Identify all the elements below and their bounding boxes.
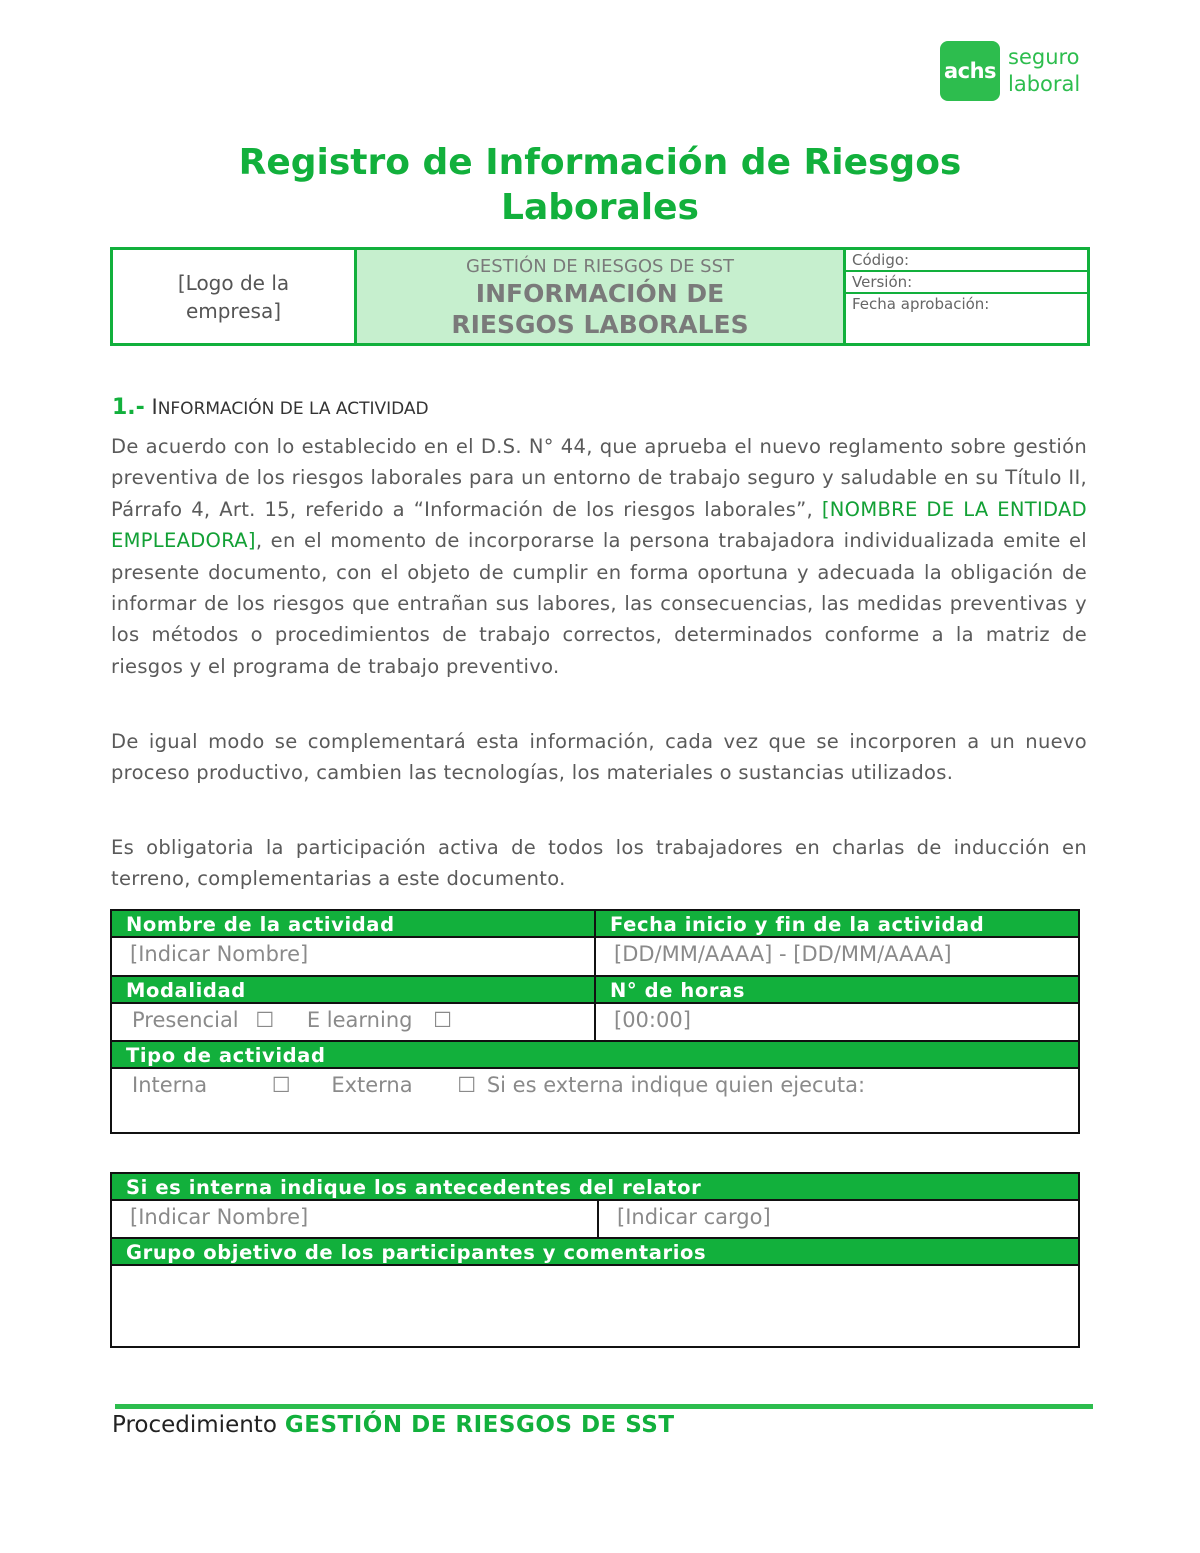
activity-table: [110, 909, 1080, 1134]
interna-checkbox[interactable]: ☐: [271, 1073, 291, 1097]
externa-checkbox[interactable]: ☐: [457, 1073, 477, 1097]
header-subtitle: GESTIÓN DE RIESGOS DE SST: [465, 256, 735, 277]
header-nombre-actividad: Nombre de la actividad: [112, 911, 596, 938]
option-externa: Externa: [331, 1073, 413, 1097]
elearning-checkbox[interactable]: ☐: [433, 1008, 452, 1032]
header-modalidad: Modalidad: [112, 977, 596, 1004]
header-meta-cell: [846, 250, 1087, 343]
tipo-actividad-options: [112, 1069, 1078, 1132]
footer: [112, 1409, 675, 1441]
header-tipo-actividad: Tipo de actividad: [112, 1042, 1078, 1069]
modalidad-options: [112, 1004, 596, 1040]
document-title: Registro de Información de Riesgos Laborales: [238, 142, 962, 228]
option-presencial: Presencial: [132, 1008, 239, 1032]
fecha-aprobacion-field: Fecha aprobación:: [852, 295, 990, 313]
horas-field[interactable]: [00:00]: [614, 1008, 691, 1032]
option-interna: Interna: [132, 1073, 208, 1097]
section-heading: 1.- INFORMACIÓN DE LA ACTIVIDAD: [112, 395, 429, 420]
header-title-cell: [357, 250, 846, 343]
header-fecha-actividad: Fecha inicio y fin de la actividad: [596, 911, 1078, 938]
header-grupo-objetivo: Grupo objetivo de los participantes y comentarios: [112, 1239, 1078, 1266]
version-field: Versión:: [846, 272, 1087, 294]
relator-nombre-field[interactable]: [Indicar Nombre]: [112, 1201, 599, 1237]
company-logo-placeholder: [Logo de la empresa]: [113, 250, 357, 343]
footer-label: Procedimiento: [112, 1412, 277, 1438]
relator-cargo-field[interactable]: [Indicar cargo]: [617, 1205, 771, 1229]
entity-placeholder: [NOMBRE DE LA ENTIDAD EMPLEADORA]: [111, 497, 1087, 553]
option-elearning: E learning: [306, 1008, 413, 1032]
logo-wordmark: seguro laboral: [1008, 45, 1081, 96]
header-main-line1: INFORMACIÓN DE: [475, 279, 725, 308]
presencial-checkbox[interactable]: ☐: [255, 1008, 275, 1032]
grupo-objetivo-field[interactable]: [112, 1266, 1078, 1346]
header-relator: Si es interna indique los antecedentes del relator: [112, 1174, 1078, 1201]
relator-table: [110, 1172, 1080, 1348]
codigo-field: Código:: [846, 250, 1087, 272]
logo-mark: achs: [940, 41, 1000, 101]
achs-logo: [940, 41, 1080, 101]
paragraph-3: Es obligatoria la participación activa de todos los trabajadores en charlas de inducción en terreno, complementarias a este documento.: [111, 836, 1087, 891]
externa-note: Si es externa indique quien ejecuta:: [486, 1073, 866, 1097]
header-horas: N° de horas: [596, 977, 1078, 1004]
paragraph-2: De igual modo se complementará esta información, cada vez que se incorporen a un nuevo proceso productivo, cambien las tecnologías, los materiales o sustancias utilizados.: [111, 730, 1087, 785]
document-header-table: [110, 247, 1090, 346]
paragraph-1: De acuerdo con lo establecido en el D.S. N° 44, que aprueba el nuevo reglamento sobre gestión preventiva de los riesgos laborales para un entorno de trabajo seguro y saludable en su Título II, Párrafo 4, Art. 15, referido a “Información de los riesgos laborales”, [NOMBRE DE LA ENTIDAD EMPLEADORA], en el momento de incorporarse la persona trabajadora individualizada emite el presente documento, con el objeto de cumplir en forma oportuna y adecuada la obligación de informar de los riesgos que entrañan sus labores, las consecuencias, las medidas preventivas y los métodos o procedimientos de trabajo correctos, determinados conforme a la matriz de riesgos y el programa de trabajo preventivo.: [111, 435, 1087, 678]
fecha-actividad-field[interactable]: [DD/MM/AAAA] - [DD/MM/AAAA]: [614, 942, 952, 966]
nombre-actividad-field[interactable]: [Indicar Nombre]: [112, 938, 596, 975]
header-main-line2: RIESGOS LABORALES: [451, 310, 749, 339]
footer-value: GESTIÓN DE RIESGOS DE SST: [284, 1412, 675, 1438]
